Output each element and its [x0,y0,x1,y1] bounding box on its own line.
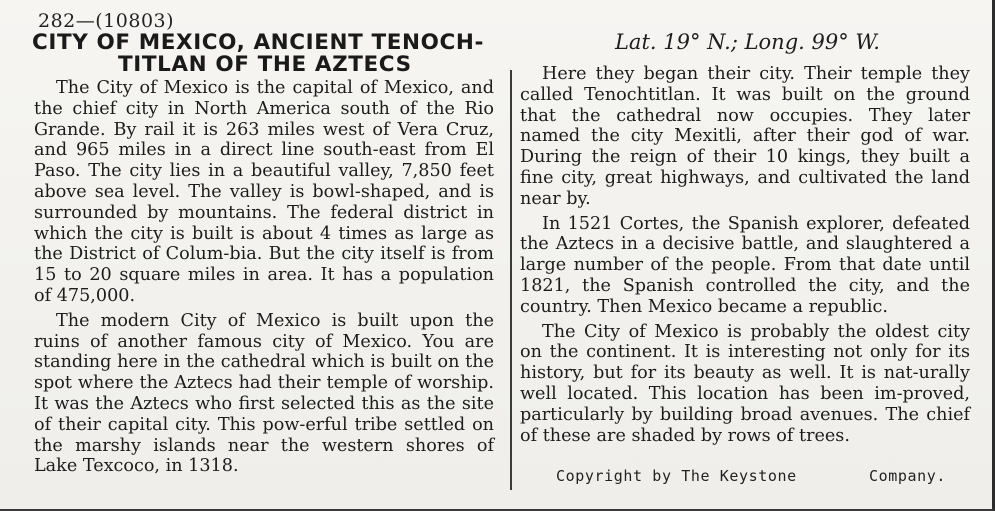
title-line-1: CITY OF MEXICO, ANCIENT TENOCH- [32,30,485,55]
catalog-number: 282—(10803) [38,10,175,32]
copyright-company: Company. [868,467,946,485]
paragraph: In 1521 Cortes, the Spanish explorer, defeated the Aztecs in a decisive battle, and slaughtered a large number of the people. From that date until 1821, the Spanish controlled the city, and the country. Then Mexico became a republic. [520,213,970,317]
right-column [520,64,970,450]
paragraph: Here they began their city. Their temple they called Tenochtitlan. It was built on the ground that the cathedral now occupies. They later named the city Mexitli, after their god of war. During the reign of their 10 kings, they built a fine city, great highways, and cultivated the land near by. [520,64,970,209]
paragraph: The City of Mexico is probably the oldest city on the continent. It is interesting not only for its history, but for its beauty as well. It is nat-urally well located. This location has been im-proved, particularly by building broad avenues. The chief of these are shaded by rows of trees. [520,321,970,446]
column-divider [510,70,512,490]
title-line-2: TITLAN OF THE AZTECS [118,52,412,77]
copyright-text: Copyright by The Keystone [556,467,797,485]
left-column [34,78,494,481]
paragraph: The modern City of Mexico is built upon the ruins of another famous city of Mexico. You are standing here in the cathedral which is built on the spot where the Aztecs had their temple of worship. It was the Aztecs who first selected this as the site of their capital city. This pow-erful tribe settled on the marshy islands near the western shores of Lake Texcoco, in 1318. [34,310,494,477]
latitude-longitude: Lat. 19° N.; Long. 99° W. [614,30,880,54]
copyright-line [556,467,946,485]
paragraph: The City of Mexico is the capital of Mexico, and the chief city in North America south of the Rio Grande. By rail it is 263 miles west of Vera Cruz, and 965 miles in a direct line south-east from El Paso. The city lies in a beautiful valley, 7,850 feet above sea level. The valley is bowl-shaped, and is surrounded by mountains. The federal district in which the city is built is about 4 times as large as the District of Colum-bia. But the city itself is from 15 to 20 square miles in area. It has a population of 475,000. [34,78,494,306]
